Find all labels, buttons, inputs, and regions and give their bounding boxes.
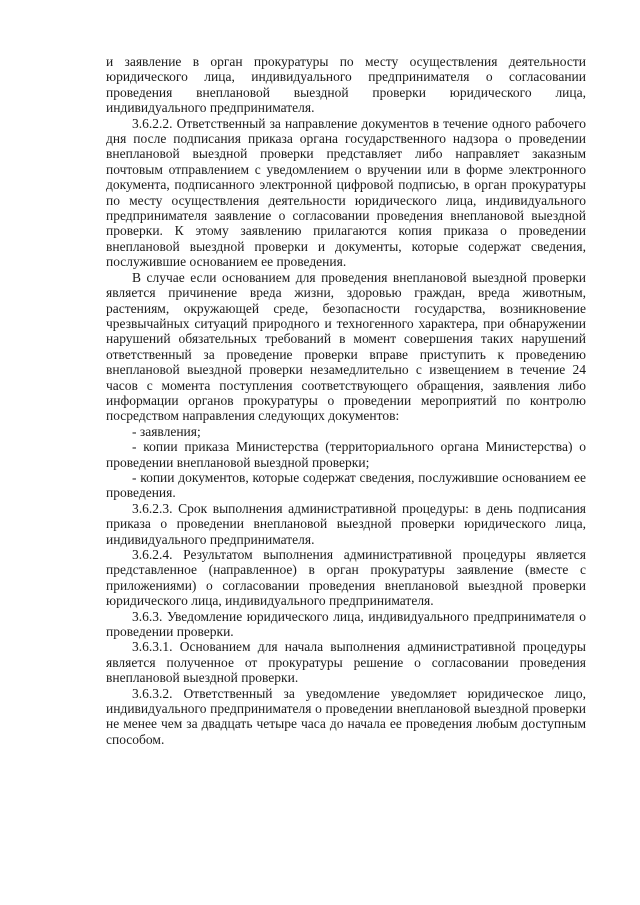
paragraph-urgent-case: В случае если основанием для проведения внеплановой выездной проверки является причинение вреда жизни, здоровью граждан, вреда животным, растениям, окружающей среде, безопасности государства, возникновение чрезвычайных ситуаций природного и техногенного характера, при обнаружении нарушений обязательных требований в момент совершения таких нарушений ответственный за проведение проверки вправе приступить к проведению внеплановой выездной проверки незамедлительно с извещением в течение 24 часов с момента поступления соответствующего обращения, заявления либо информации органов прокуратуры о проведении мероприятий по контролю посредством направления следующих документов: [106,269,586,424]
paragraph-3-6-2-2: 3.6.2.2. Ответственный за направление документов в течение одного рабочего дня после подписания приказа органа государственного надзора о проведении внеплановой выездной проверки представляет либо направляет заказным почтовым отправлением с уведомлением о вручении или в форме электронного документа, подписанного электронной цифровой подписью, в орган прокуратуры по месту осуществления деятельности юридического лица, индивидуального предпринимателя заявление о согласовании проведения внеплановой выездной проверки. К этому заявлению прилагаются копия приказа о проведении внеплановой выездной проверки и документы, которые содержат сведения, послужившие основанием ее проведения. [106,115,586,270]
paragraph-3-6-3-1: 3.6.3.1. Основанием для начала выполнения административной процедуры является полученное от прокуратуры решение о согласовании проведения внеплановой выездной проверки. [106,639,586,686]
list-item-application: - заявления; [132,423,201,439]
paragraph-continuation: и заявление в орган прокуратуры по месту осуществления деятельности юридического лица, индивидуального предпринимателя о согласовании проведения внеплановой выездной проверки юридического лица, индивидуального предпринимателя. [106,54,586,116]
paragraph-3-6-3-2: 3.6.3.2. Ответственный за уведомление уведомляет юридическое лицо, индивидуального предпринимателя о проведении внеплановой выездной проверки не менее чем за двадцать четыре часа до начала ее проведения любым доступным способом. [106,685,586,747]
paragraph-3-6-2-3: 3.6.2.3. Срок выполнения административной процедуры: в день подписания приказа о проведении внеплановой выездной проверки юридического лица, индивидуального предпринимателя. [106,500,586,547]
list-item-order-copy: - копии приказа Министерства (территориального органа Министерства) о проведении внеплановой выездной проверки; [106,439,586,470]
list-item-documents-copy: - копии документов, которые содержат сведения, послужившие основанием ее проведения. [106,469,586,501]
document-body [106,54,586,747]
paragraph-3-6-2-4: 3.6.2.4. Результатом выполнения административной процедуры является представленное (направленное) в орган прокуратуры заявление (вместе с приложениями) о согласовании проведения внеплановой выездной проверки юридического лица, индивидуального предпринимателя. [106,547,586,609]
paragraph-3-6-3: 3.6.3. Уведомление юридического лица, индивидуального предпринимателя о проведении проверки. [106,608,586,640]
